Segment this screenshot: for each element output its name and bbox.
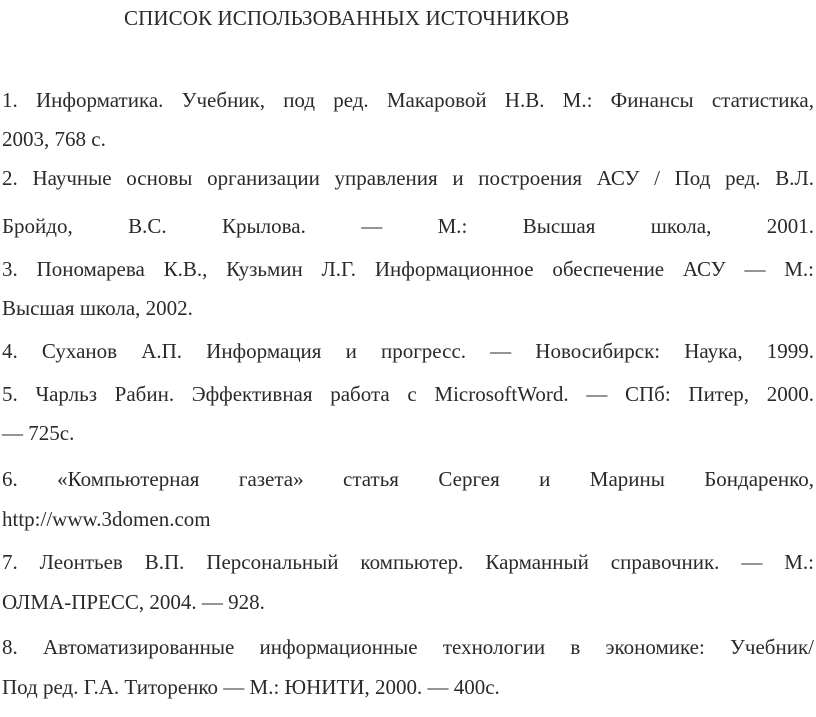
reference-2-line-2: Бройдо, В.С. Крылова. — М.: Высшая школа, 2001.	[2, 214, 814, 238]
reference-3-line-1: 3. Пономарева К.В., Кузьмин Л.Г. Информационное обеспечение АСУ — М.:	[2, 257, 814, 281]
reference-5-line-2: — 725с.	[2, 421, 75, 445]
reference-6-link: http://www.3domen.com	[2, 507, 211, 531]
reference-8-line-1: 8. Автоматизированные информационные технологии в экономике: Учебник/	[2, 635, 814, 659]
page-title: СПИСОК ИСПОЛЬЗОВАННЫХ ИСТОЧНИКОВ	[124, 6, 570, 30]
reference-1-line-1: 1. Информатика. Учебник, под ред. Макаровой Н.В. М.: Финансы статистика,	[2, 88, 814, 112]
reference-4-line: 4. Суханов А.П. Информация и прогресс. — Новосибирск: Наука, 1999.	[2, 339, 814, 363]
reference-1-line-2: 2003, 768 с.	[2, 127, 106, 151]
reference-6-line-1: 6. «Компьютерная газета» статья Сергея и Марины Бондаренко,	[2, 467, 814, 491]
reference-3-line-2: Высшая школа, 2002.	[2, 296, 193, 320]
reference-8-line-2: Под ред. Г.А. Титоренко — М.: ЮНИТИ, 2000. — 400с.	[2, 675, 500, 699]
reference-5-line-1: 5. Чарльз Рабин. Эффективная работа с MicrosoftWord. — СПб: Питер, 2000.	[2, 382, 814, 406]
reference-7-line-1: 7. Леонтьев В.П. Персональный компьютер. Карманный справочник. — М.:	[2, 550, 814, 574]
reference-2-line-1: 2. Научные основы организации управления и построения АСУ / Под ред. В.Л.	[2, 166, 814, 190]
reference-7-line-2: ОЛМА-ПРЕСС, 2004. — 928.	[2, 590, 265, 614]
